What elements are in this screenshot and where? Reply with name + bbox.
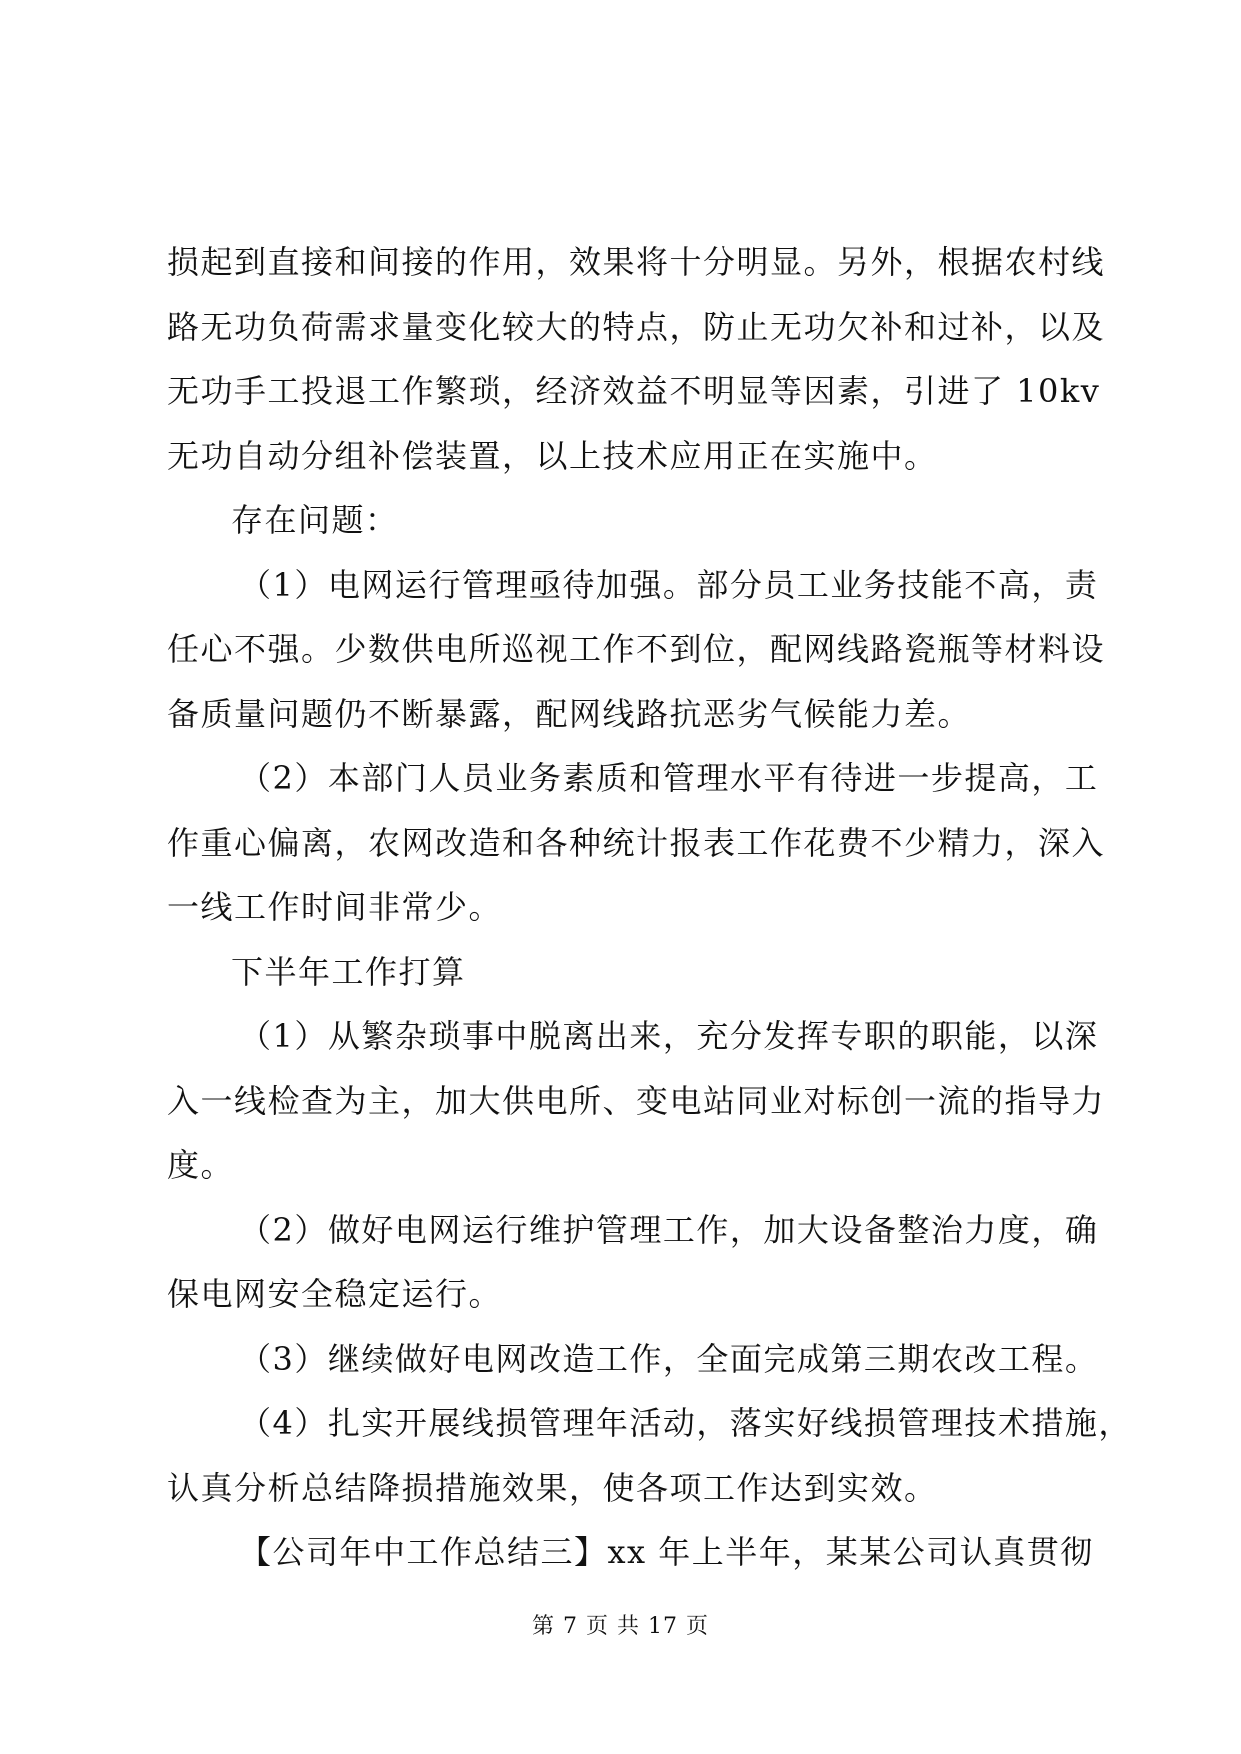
text-line: （2）本部门人员业务素质和管理水平有待进一步提高，工 bbox=[239, 759, 1099, 797]
text-line: （3）继续做好电网改造工作，全面完成第三期农改工程。 bbox=[239, 1339, 1099, 1378]
text-line: 认真分析总结降损措施效果，使各项工作达到实效。 bbox=[167, 1468, 938, 1507]
section-heading-plan: 下半年工作打算 bbox=[231, 952, 466, 991]
text-line: 无功手工投退工作繁琐，经济效益不明显等因素，引进了 10kv bbox=[167, 372, 1101, 410]
text-line: 一线工作时间非常少。 bbox=[167, 888, 503, 926]
section-heading-problems: 存在问题： bbox=[231, 501, 399, 539]
text-line: 损起到直接和间接的作用，效果将十分明显。另外，根据农村线 bbox=[167, 243, 1106, 281]
text-line: 无功自动分组补偿装置，以上技术应用正在实施中。 bbox=[167, 436, 938, 475]
text-line: 作重心偏离，农网改造和各种统计报表工作花费不少精力，深入 bbox=[167, 823, 1106, 862]
text-line: 任心不强。少数供电所巡视工作不到位，配网线路瓷瓶等材料设 bbox=[167, 630, 1106, 668]
text-line: （1）电网运行管理亟待加强。部分员工业务技能不高，责 bbox=[239, 565, 1099, 604]
document-body bbox=[167, 230, 1132, 1585]
text-line: （2）做好电网运行维护管理工作，加大设备整治力度，确 bbox=[239, 1210, 1099, 1249]
text-line: 备质量问题仍不断暴露，配网线路抗恶劣气候能力差。 bbox=[167, 694, 972, 733]
text-line: 保电网安全稳定运行。 bbox=[167, 1275, 503, 1313]
text-line: （1）从繁杂琐事中脱离出来，充分发挥专职的职能，以深 bbox=[239, 1017, 1099, 1055]
text-line: 路无功负荷需求量变化较大的特点，防止无功欠补和过补，以及 bbox=[167, 307, 1106, 346]
text-line: 入一线检查为主，加大供电所、变电站同业对标创一流的指导力 bbox=[167, 1081, 1106, 1120]
page-number-footer: 第 7 页 共 17 页 bbox=[532, 1614, 709, 1639]
text-line: （4）扎实开展线损管理年活动，落实好线损管理技术措施， bbox=[239, 1404, 1132, 1442]
text-line: 【公司年中工作总结三】xx 年上半年，某某公司认真贯彻 bbox=[239, 1533, 1094, 1571]
text-line: 度。 bbox=[167, 1146, 235, 1184]
